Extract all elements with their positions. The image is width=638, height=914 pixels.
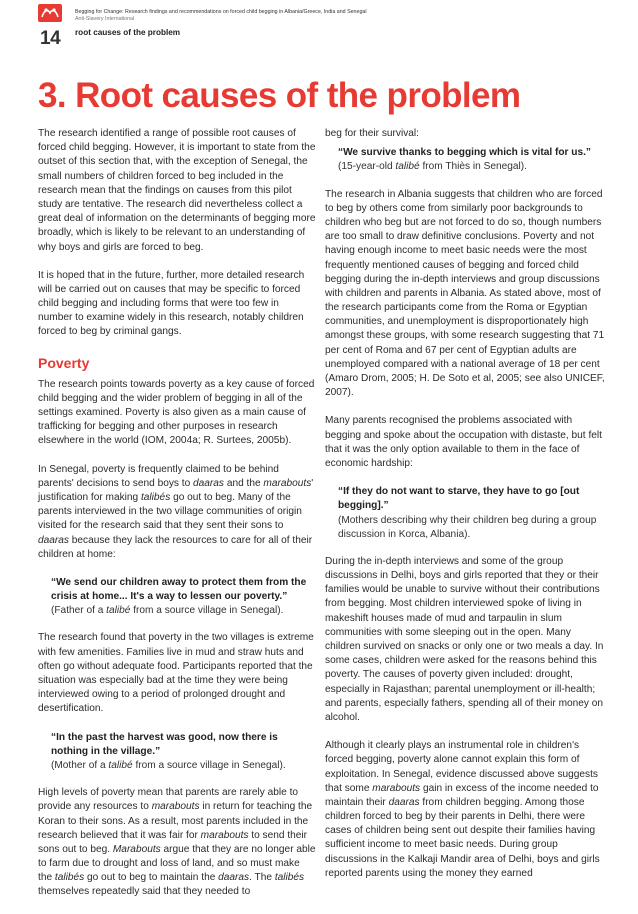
block-quote — [338, 485, 605, 542]
quote-text: “We survive thanks to begging which is vital for us.” — [338, 147, 591, 159]
chapter-title: 3. Root causes of the problem — [38, 76, 521, 115]
paragraph: The research in Albania suggests that children who are forced to beg by others come from similarly poor backgrounds to children who beg but are not forced to do so, though numbers are too small to draw definitive conclusions. Poverty and not having enough income to meet basic needs were the most frequently mentioned causes of begging and forced child begging during the in-depth interviews and group discussions with children and parents in Albania. As stated above, most of the research participants come from the Roma or Egyptian communities, and unemployment is disproportionately high amongst these groups, with some research suggesting that 71 per cent of Roma and 67 per cent of Egyptian adults are unemployed compared with a national average of 18 per cent (Amaro Drom, 2005; H. De Soto et al, 2005; see also UNICEF, 2007). — [325, 188, 605, 399]
running-header — [75, 9, 595, 37]
paragraph: High levels of poverty mean that parents are rarely able to provide any resources to marabouts in return for teaching the Koran to their sons. As a result, most parents included in the research believed that it was fair for marabouts to send their sons out to beg. Marabouts argue that they are no longer able to farm due to drought and loss of land, and so must make the talibés go out to beg to maintain the daaras. The talibés themselves repeatedly said that they needed to — [38, 787, 316, 898]
left-column — [38, 127, 316, 914]
right-column — [325, 127, 605, 895]
section-label: root causes of the problem — [75, 28, 181, 37]
quote-source: (Mother of a talibé from a source village in Senegal). — [51, 759, 286, 771]
running-title: Begging for Change: Research findings and recommendations on forced child begging in Albania/Greece, India and Senegal — [75, 9, 367, 15]
quote-source: (Father of a talibé from a source village in Senegal). — [51, 605, 284, 617]
paragraph: Although it clearly plays an instrumental role in children's forced begging, poverty alone cannot explain this form of exploitation. In Senegal, evidence discussed above suggests that some marabouts gain in excess of the income needed to maintain their daaras from children begging. Among those children forced to beg by their parents in Delhi, there were cases of children being sent out despite their families having sufficient income to meet basic needs. During group discussions in the Kalkaji Mandir area of Delhi, boys and girls reported parents using the money they earned — [325, 740, 600, 879]
quote-text: “In the past the harvest was good, now there is nothing in the village.” — [51, 731, 278, 757]
paragraph: During the in-depth interviews and some of the group discussions in Delhi, boys and girls reported that they or their families would be unable to survive without their contributions from begging. Most children interviewed spoke of living in makeshift houses made of mud and tarpaulin in slum communities with some sleeping out in the open. Many children survived on snacks or only one or two meals a day. In some cases, children were asked for the reasons behind this poverty. The causes of poverty given included: drought, especially in Rajasthan; parental unemployment or ill-health; and parents, especially fathers, spending all of their money on alcohol. — [325, 555, 604, 723]
paragraph: The research found that poverty in the two villages is extreme with few amenities. Families live in mud and straw huts and often go without adequate food. Participants reported that the situation was especially bad at the time they were being interviewed owing to a period of prolonged drought and desertification. — [38, 632, 314, 715]
quote-source: (Mothers describing why their children beg during a group discussion in Korca, Albania). — [338, 514, 597, 540]
anti-slavery-logo-icon — [38, 4, 62, 22]
paragraph: It is hoped that in the future, further, more detailed research will be carried out on causes that may be specific to forced child begging and including forms that were too few in number to examine widely in this research, notably children forced to beg by criminal gangs. — [38, 269, 305, 338]
quote-text: “If they do not want to starve, they have to go [out begging].” — [338, 486, 580, 512]
quote-text: “We send our children away to protect them from the crisis at home... It's a way to lessen our poverty.” — [51, 576, 307, 603]
paragraph: In Senegal, poverty is frequently claimed to be behind parents' decisions to send boys to daaras and the marabouts' justification for making talibés go out to beg. Many of the parents interviewed in the two village communities of origin visited for the research said that they sent their sons to daaras because they lack the resources to care for all of their children at home: — [38, 463, 314, 560]
paragraph: The research points towards poverty as a key cause of forced child begging and the wider problem of begging in all of the settings examined. Poverty is also given as a main cause of trafficking for begging and other purposes in research elsewhere in the world (IOM, 2004a; R. Surtees, 2005b). — [38, 378, 315, 447]
page-number: 14 — [40, 28, 61, 49]
block-quote — [338, 146, 605, 174]
paragraph: The research identified a range of possible root causes of forced child begging. However, it is important to state from the outset of this section that, with the exception of Senegal, the small numbers of children forced to beg included in the research mean that the findings on causes from this pilot study are tentative. The research did nevertheless collect a great deal of information on the determinants of begging more broadly, which is likely to be relevant to an understanding of why boys and girls are forced to beg. — [38, 128, 316, 253]
block-quote — [51, 576, 316, 619]
organization-name: Anti-Slavery International — [75, 16, 135, 22]
block-quote — [51, 731, 316, 774]
quote-source: (15-year-old talibé from Thiès in Senegal). — [338, 161, 527, 173]
paragraph: Many parents recognised the problems associated with begging and spoke about the occupation with distaste, but felt that it was the only option available to them in the face of economic hardship: — [325, 415, 602, 469]
paragraph: beg for their survival: — [325, 128, 419, 139]
section-heading-poverty: Poverty — [38, 354, 90, 371]
